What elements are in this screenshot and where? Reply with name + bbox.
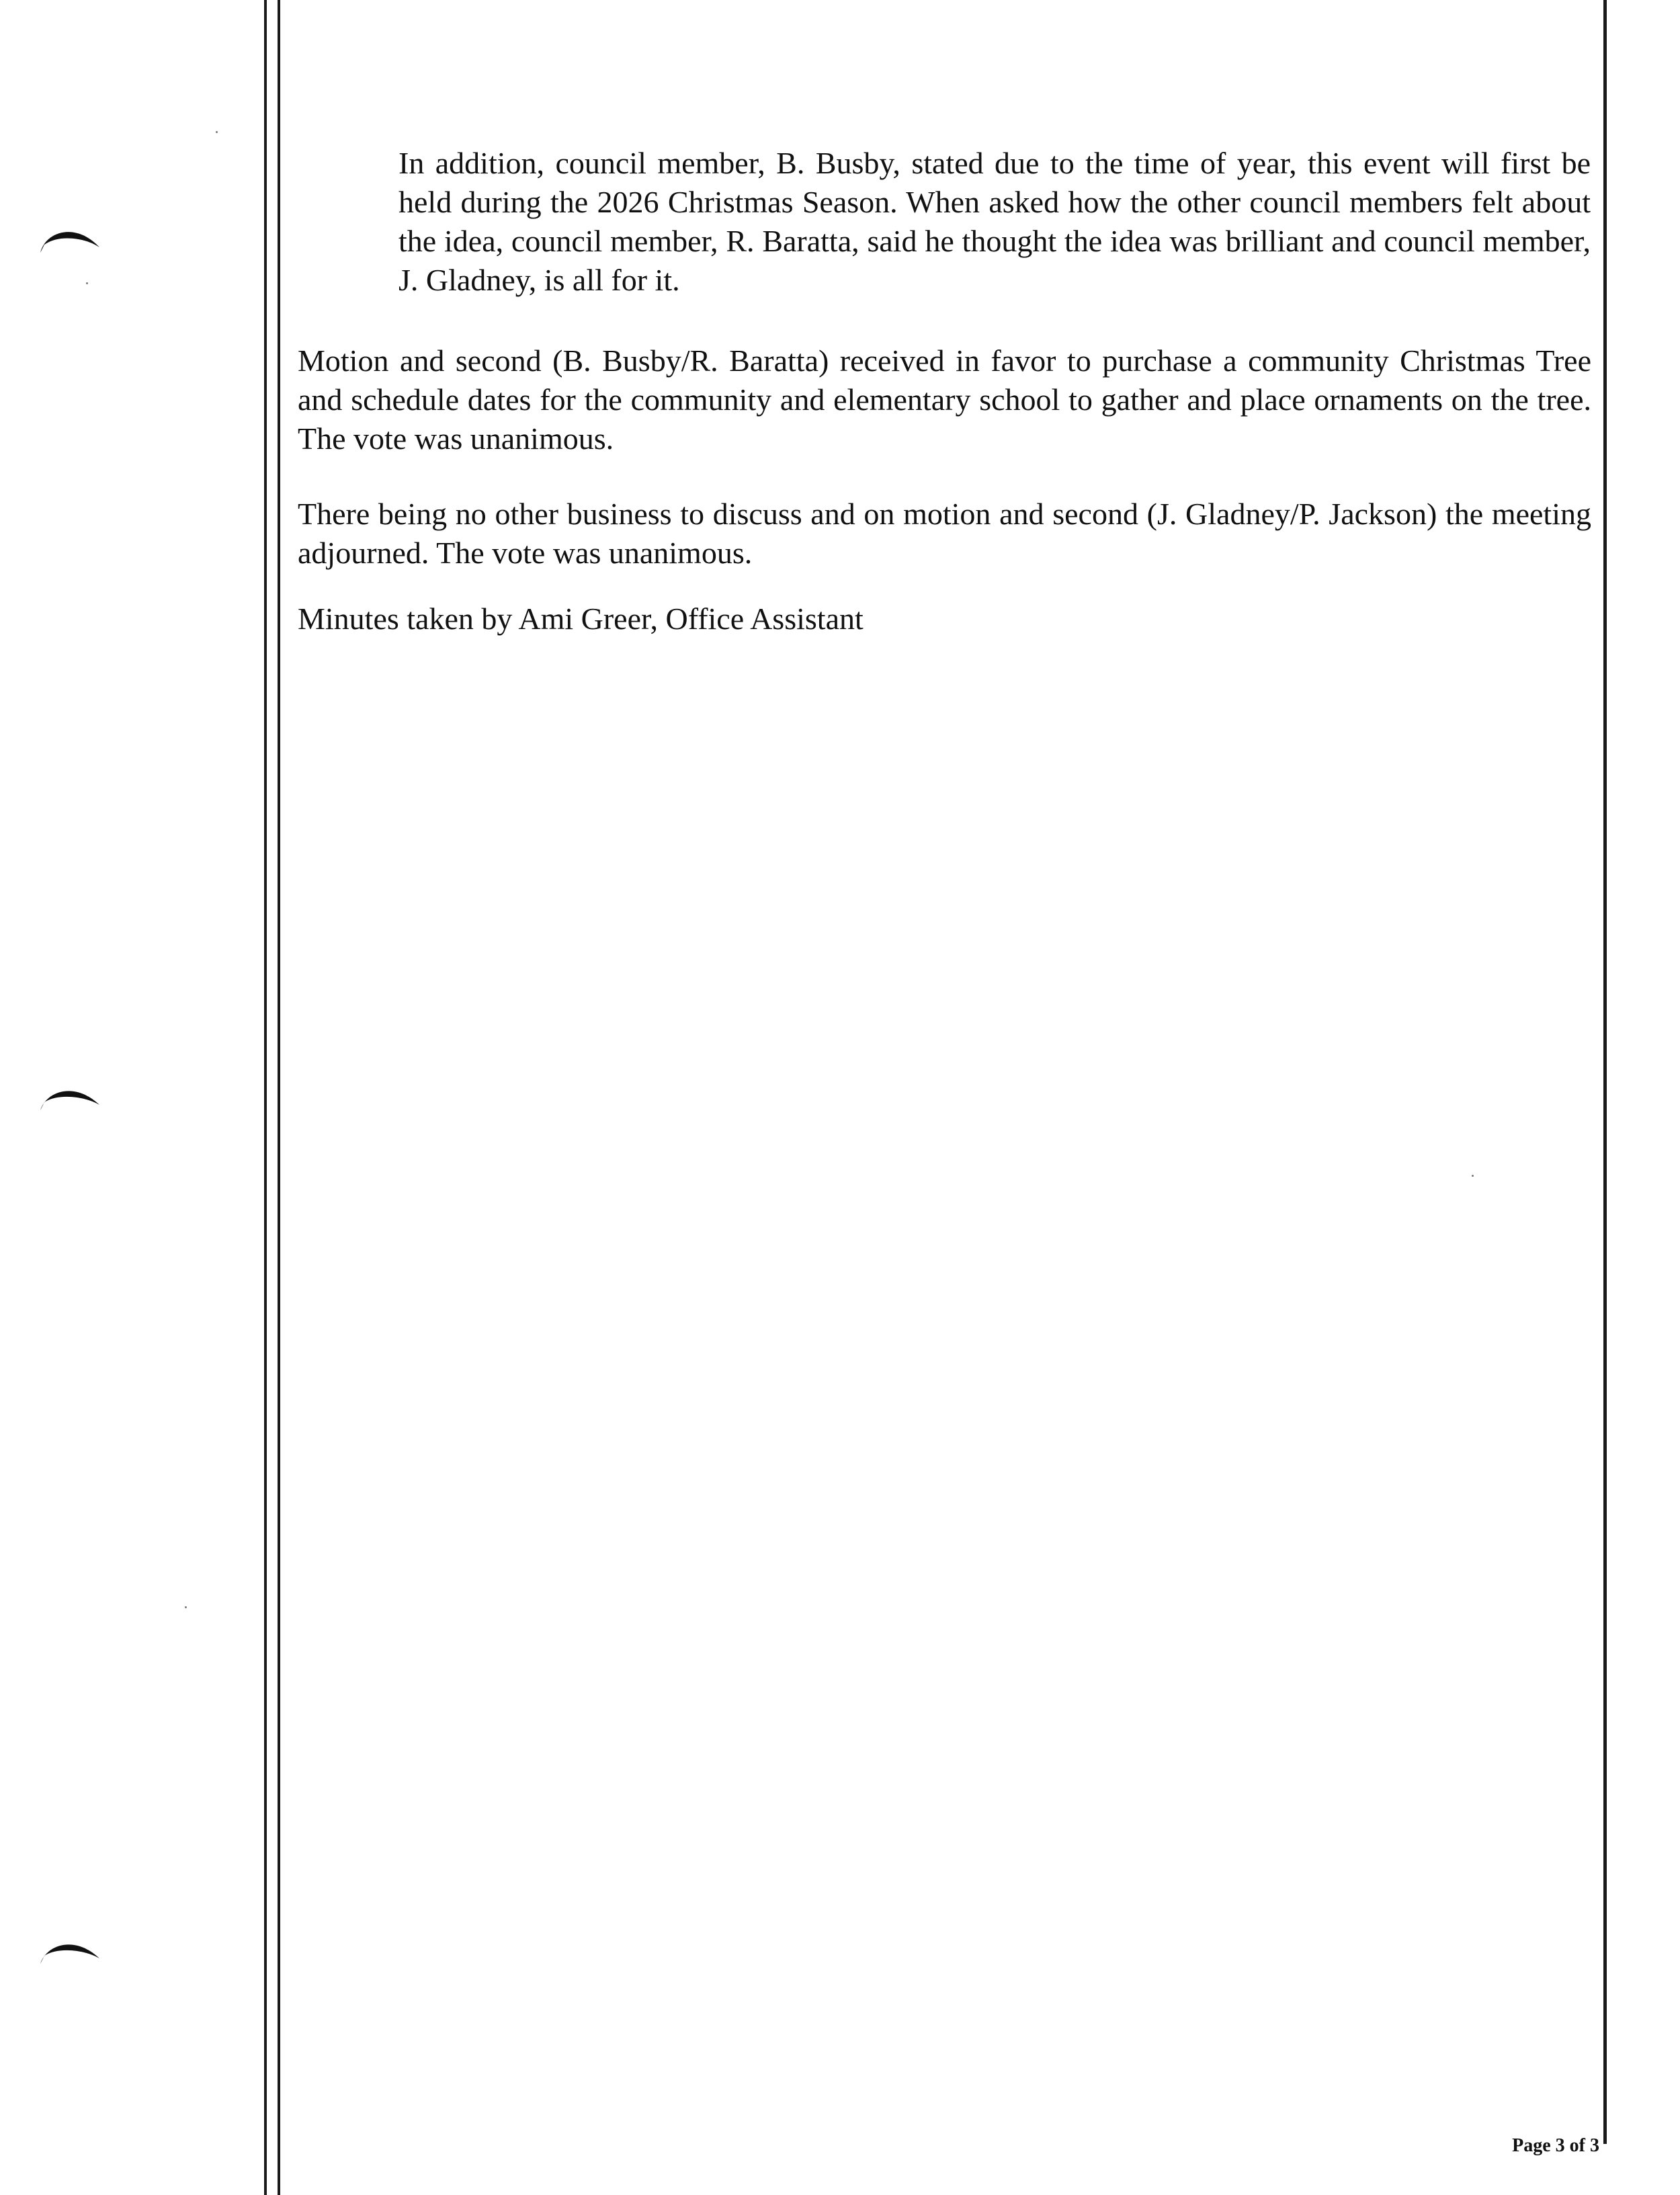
scan-speck — [185, 1606, 187, 1608]
margin-rule-left-outer — [264, 0, 267, 2195]
minutes-taken-by: Minutes taken by Ami Greer, Office Assistant — [298, 602, 864, 636]
paragraph-addition: In addition, council member, B. Busby, stated due to the time of year, this event will first be held during the 2026 Christmas Season. When asked how the other council members felt about the idea, council member, R. Baratta, said he thought the idea was brilliant and council member, J. Gladney, is all for it. — [398, 146, 1591, 297]
punch-hole-mark-bottom — [39, 1936, 101, 1965]
punch-hole-mark-top — [39, 224, 101, 254]
scan-speck — [216, 131, 218, 133]
paragraph-adjournment: There being no other business to discuss and on motion and second (J. Gladney/P. Jackson) the meeting adjourned. The vote was unanimous. — [298, 497, 1591, 570]
paragraph-motion: Motion and second (B. Busby/R. Baratta) received in favor to purchase a community Christmas Tree and schedule dates for the community and elementary school to gather and place ornaments on the tree. The vote was unanimous. — [298, 343, 1591, 456]
margin-rule-right — [1603, 0, 1607, 2144]
page-number: Page 3 of 3 — [1512, 2135, 1599, 2156]
scan-speck — [86, 282, 88, 284]
punch-hole-mark-middle — [39, 1082, 101, 1112]
scan-speck — [1472, 1175, 1474, 1177]
margin-rule-left-inner — [278, 0, 280, 2195]
